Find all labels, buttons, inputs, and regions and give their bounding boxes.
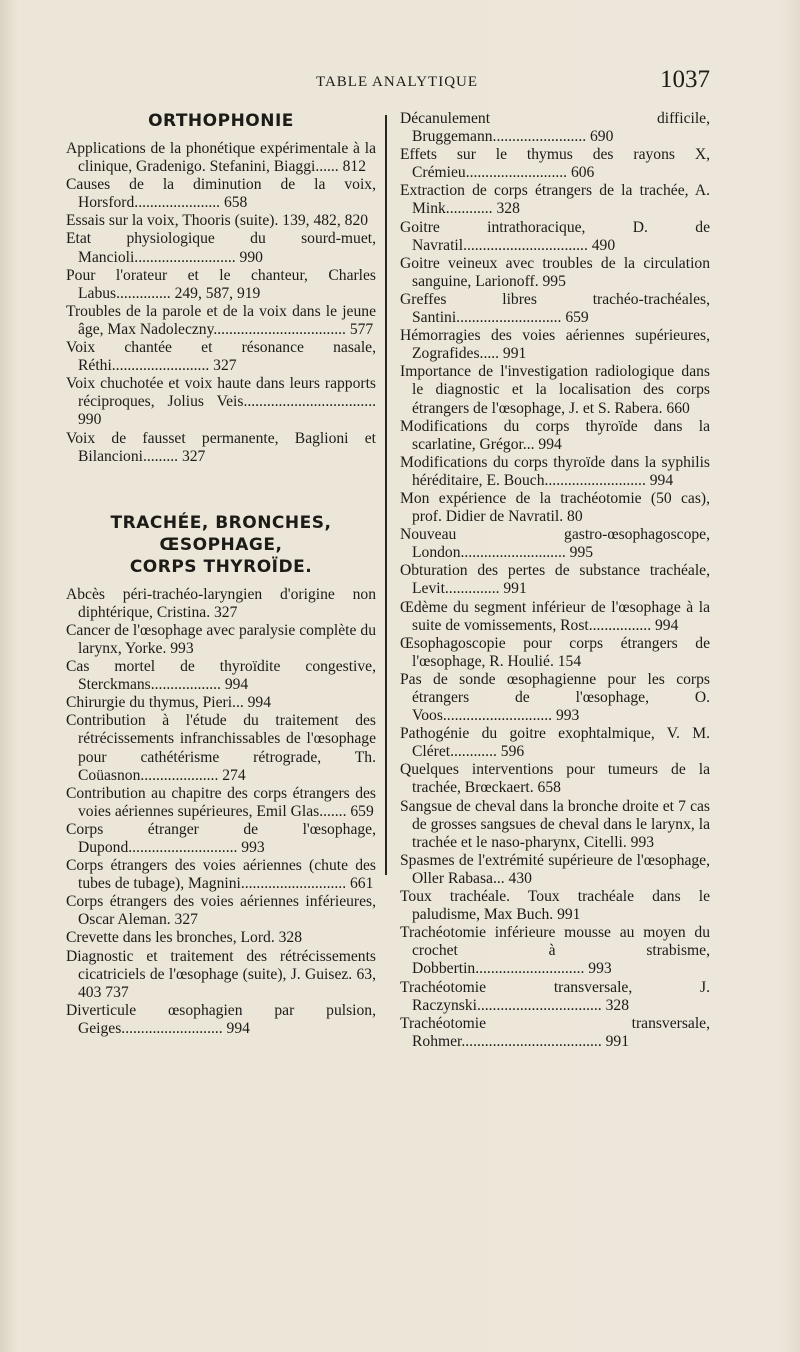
index-entry: Œsophagoscopie pour corps étrangers de l'œsophage, R. Houlié. 154 [400,634,710,670]
index-entry: Extraction de corps étrangers de la trachée, A. Mink............ 328 [400,182,710,218]
index-entry: Trachéotomie transversale, J. Raczynski................................ 328 [400,978,710,1014]
index-entry: Voix de fausset permanente, Baglioni et Bilancioni......... 327 [66,429,376,465]
index-entry: Contribution à l'étude du traitement des rétrécissements infranchissables de l'œsophage pour cathétérisme rétrograde, Th. Coüasnon.................... 274 [66,712,376,784]
index-entry: Nouveau gastro-œsophagoscope, London........................... 995 [400,526,710,562]
index-entry: Corps étranger de l'œsophage, Dupond............................ 993 [66,820,376,856]
index-entry: Cancer de l'œsophage avec paralysie complète du larynx, Yorke. 993 [66,621,376,657]
index-entry: Pas de sonde œsophagienne pour les corps étrangers de l'œsophage, O. Voos............................ 993 [400,670,710,725]
section-title-line: TRACHÉE, BRONCHES, [110,512,332,533]
section-title-orthophonie: ORTHOPHONIE [148,111,294,131]
index-entry: Obturation des pertes de substance trachéale, Levit.............. 991 [400,562,710,598]
page-header [0,66,800,106]
index-entry: Décanulement difficile, Bruggemann........................ 690 [400,110,710,146]
index-entry: Applications de la phonétique expérimentale à la clinique, Gradenigo. Stefanini, Biaggi...... 812 [66,140,376,176]
index-entry: Corps étrangers des voies aériennes inférieures, Oscar Aleman. 327 [66,893,376,929]
index-entry: Goitre veineux avec troubles de la circulation sanguine, Larionoff. 995 [400,254,710,290]
index-entry: Pathogénie du goitre exophtalmique, V. M. Cléret............ 596 [400,725,710,761]
index-entry: Corps étrangers des voies aériennes (chute des tubes de tubage), Magnini........................... 661 [66,857,376,893]
index-entry: Greffes libres trachéo-trachéales, Santini........................... 659 [400,290,710,327]
index-entry: Essais sur la voix, Thooris (suite). 139, 482, 820 [66,212,369,230]
column-divider [385,115,387,875]
page-number: 1037 [660,66,710,93]
index-entry: Toux trachéale. Toux trachéale dans le paludisme, Max Buch. 991 [400,888,710,924]
index-entry: Etat physiologique du sourd-muet, Mancioli.......................... 990 [66,230,376,266]
index-entry: Hémorragies des voies aériennes supérieures, Zografides..... 991 [400,327,710,363]
index-entry: Modifications du corps thyroïde dans la syphilis héréditaire, E. Bouch.......................... 994 [400,453,710,489]
index-entry: Quelques interventions pour tumeurs de la trachée, Brœckaert. 658 [400,761,710,797]
index-entry: Troubles de la parole et de la voix dans le jeune âge, Max Nadoleczny.................................. 577 [66,302,376,338]
index-entry: Diagnostic et traitement des rétrécissements cicatriciels de l'œsophage (suite), J. Guisez. 63, 403 737 [66,947,376,1001]
index-entry: Trachéotomie inférieure mousse au moyen du crochet à strabisme, Dobbertin............................ 993 [400,924,710,978]
index-entry: Effets sur le thymus des rayons X, Crémieu.......................... 606 [400,146,710,182]
index-entry: Chirurgie du thymus, Pieri... 994 [66,694,272,712]
index-entry: Cas mortel de thyroïdite congestive, Sterckmans.................. 994 [66,658,376,694]
index-entry: Œdème du segment inférieur de l'œsophage à la suite de vomissements, Rost................ 994 [400,598,710,634]
section-title-trachee [66,512,376,578]
index-entry: Contribution au chapitre des corps étrangers des voies aériennes supérieures, Emil Glas....... 659 [66,784,376,820]
index-entry: Sangsue de cheval dans la bronche droite et 7 cas de grosses sangsues de cheval dans le larynx, la trachée et le naso-pharynx, Citelli. 993 [400,797,710,851]
index-entry: Causes de la diminution de la voix, Horsford...................... 658 [66,176,376,212]
index-entry: Voix chuchotée et voix haute dans leurs rapports réciproques, Jolius Veis.................................. 990 [66,375,376,429]
left-column [66,110,376,1038]
section-title-line: CORPS THYROÏDE. [129,556,313,577]
index-entry: Crevette dans les bronches, Lord. 328 [66,929,303,947]
index-entry: Trachéotomie transversale, Rohmer.................................... 991 [400,1014,710,1050]
index-entry: Diverticule œsophagien par pulsion, Geiges.......................... 994 [66,1001,376,1037]
index-entry: Modifications du corps thyroïde dans la scarlatine, Grégor... 994 [400,417,710,453]
index-entry: Mon expérience de la trachéotomie (50 cas), prof. Didier de Navratil. 80 [400,489,710,526]
index-entry: Pour l'orateur et le chanteur, Charles Labus.............. 249, 587, 919 [66,266,376,302]
index-entry: Goitre intrathoracique, D. de Navratil................................ 490 [400,218,710,254]
trachee-entries [66,586,376,1038]
right-entries [400,110,710,1051]
index-entry: Voix chantée et résonance nasale, Réthi......................... 327 [66,339,376,375]
orthophonie-entries [66,140,376,466]
index-entry: Importance de l'investigation radiologique dans le diagnostic et la localisation des corps étrangers de l'œsophage, J. et S. Rabera. 660 [400,363,710,417]
section-title-line: ŒSOPHAGE, [159,534,283,555]
running-title: TABLE ANALYTIQUE [316,74,479,90]
index-entry: Spasmes de l'extrémité supérieure de l'œsophage, Oller Rabasa... 430 [400,851,710,887]
right-column [400,110,710,1051]
index-entry: Abcès péri-trachéo-laryngien d'origine non diphtérique, Cristina. 327 [66,585,376,621]
